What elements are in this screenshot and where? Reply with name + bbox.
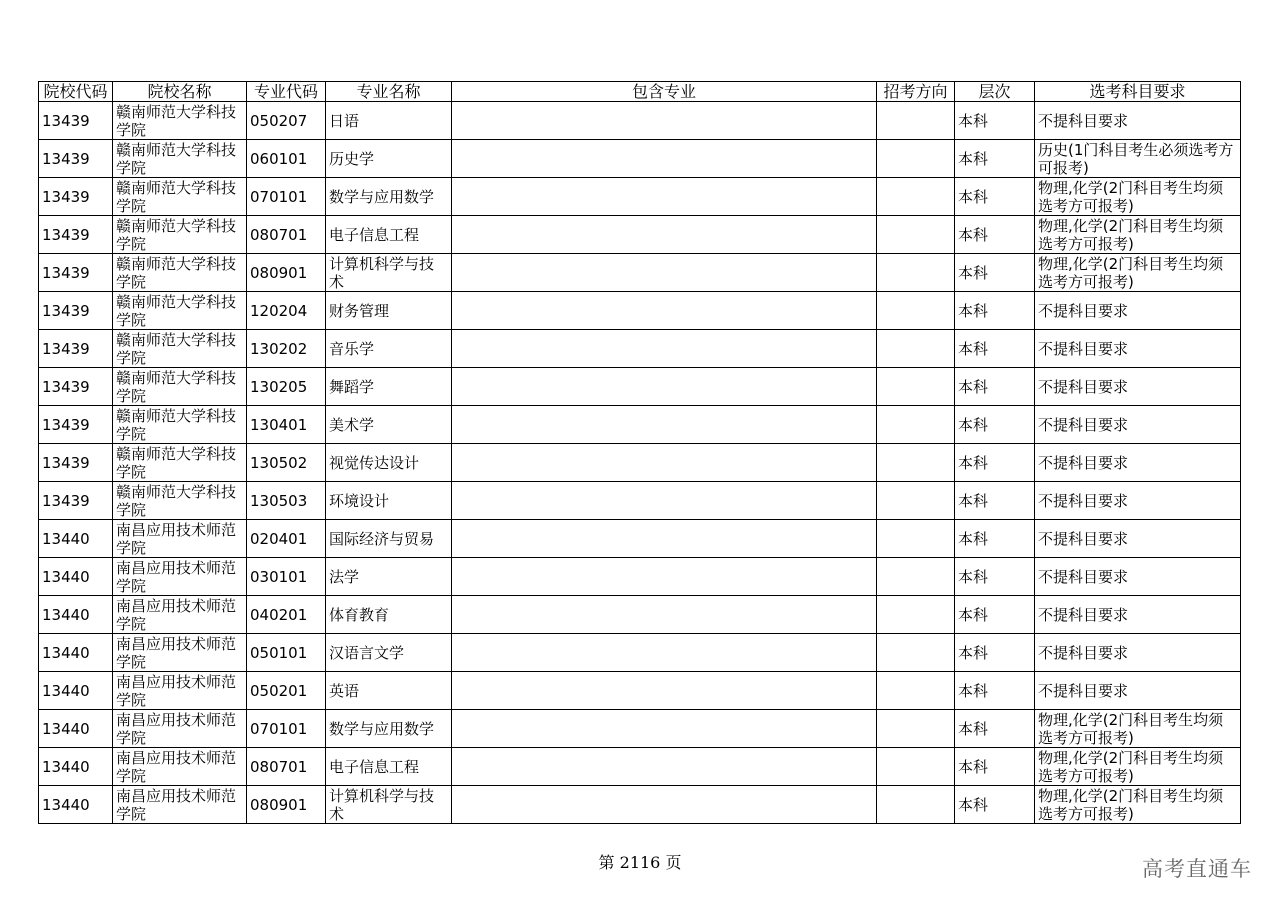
cell-major-code: 130503 (247, 482, 326, 520)
cell-direction (877, 710, 955, 748)
cell-subject-requirement: 不提科目要求 (1035, 406, 1241, 444)
cell-school-name: 赣南师范大学科技学院 (113, 368, 247, 406)
cell-direction (877, 520, 955, 558)
table-row (39, 292, 1241, 330)
cell-major-name: 体育教育 (326, 596, 452, 634)
cell-major-name: 环境设计 (326, 482, 452, 520)
cell-included-majors (452, 330, 877, 368)
cell-level: 本科 (955, 368, 1035, 406)
cell-school-name: 南昌应用技术师范学院 (113, 748, 247, 786)
cell-school-code: 13440 (39, 558, 113, 596)
cell-direction (877, 634, 955, 672)
cell-level: 本科 (955, 748, 1035, 786)
cell-included-majors (452, 482, 877, 520)
cell-subject-requirement: 物理,化学(2门科目考生均须选考方可报考) (1035, 786, 1241, 824)
cell-direction (877, 596, 955, 634)
cell-school-code: 13439 (39, 330, 113, 368)
col-header-school-code: 院校代码 (39, 82, 113, 102)
cell-major-code: 080901 (247, 254, 326, 292)
col-header-major-code: 专业代码 (247, 82, 326, 102)
cell-direction (877, 102, 955, 140)
cell-major-name: 美术学 (326, 406, 452, 444)
cell-major-name: 音乐学 (326, 330, 452, 368)
cell-subject-requirement: 不提科目要求 (1035, 634, 1241, 672)
cell-subject-requirement: 不提科目要求 (1035, 102, 1241, 140)
cell-school-name: 南昌应用技术师范学院 (113, 520, 247, 558)
cell-school-code: 13439 (39, 216, 113, 254)
cell-subject-requirement: 物理,化学(2门科目考生均须选考方可报考) (1035, 710, 1241, 748)
cell-major-name: 法学 (326, 558, 452, 596)
table-row (39, 596, 1241, 634)
table-row (39, 330, 1241, 368)
cell-school-code: 13439 (39, 178, 113, 216)
cell-school-name: 赣南师范大学科技学院 (113, 178, 247, 216)
cell-school-name: 南昌应用技术师范学院 (113, 672, 247, 710)
table-row (39, 444, 1241, 482)
cell-school-code: 13440 (39, 596, 113, 634)
table-body (39, 102, 1241, 824)
cell-level: 本科 (955, 330, 1035, 368)
cell-school-code: 13439 (39, 140, 113, 178)
cell-major-code: 070101 (247, 710, 326, 748)
cell-major-name: 数学与应用数学 (326, 710, 452, 748)
table-row (39, 672, 1241, 710)
cell-major-code: 080701 (247, 216, 326, 254)
cell-level: 本科 (955, 406, 1035, 444)
cell-subject-requirement: 物理,化学(2门科目考生均须选考方可报考) (1035, 254, 1241, 292)
cell-direction (877, 368, 955, 406)
table-row (39, 482, 1241, 520)
cell-school-name: 赣南师范大学科技学院 (113, 254, 247, 292)
cell-subject-requirement: 不提科目要求 (1035, 330, 1241, 368)
cell-major-code: 130205 (247, 368, 326, 406)
cell-major-name: 电子信息工程 (326, 748, 452, 786)
cell-included-majors (452, 216, 877, 254)
cell-major-code: 050201 (247, 672, 326, 710)
cell-major-code: 130502 (247, 444, 326, 482)
cell-direction (877, 406, 955, 444)
cell-subject-requirement: 不提科目要求 (1035, 672, 1241, 710)
cell-school-code: 13439 (39, 444, 113, 482)
cell-subject-requirement: 不提科目要求 (1035, 482, 1241, 520)
table-row (39, 748, 1241, 786)
cell-school-name: 赣南师范大学科技学院 (113, 482, 247, 520)
cell-direction (877, 140, 955, 178)
table-row (39, 786, 1241, 824)
cell-level: 本科 (955, 786, 1035, 824)
cell-direction (877, 672, 955, 710)
cell-level: 本科 (955, 444, 1035, 482)
admission-table (38, 81, 1241, 824)
cell-major-name: 国际经济与贸易 (326, 520, 452, 558)
cell-school-name: 赣南师范大学科技学院 (113, 292, 247, 330)
cell-included-majors (452, 102, 877, 140)
cell-included-majors (452, 672, 877, 710)
cell-subject-requirement: 不提科目要求 (1035, 368, 1241, 406)
table-row (39, 406, 1241, 444)
col-header-level: 层次 (955, 82, 1035, 102)
cell-major-code: 030101 (247, 558, 326, 596)
cell-major-name: 电子信息工程 (326, 216, 452, 254)
cell-major-name: 数学与应用数学 (326, 178, 452, 216)
cell-major-name: 视觉传达设计 (326, 444, 452, 482)
cell-major-name: 英语 (326, 672, 452, 710)
cell-subject-requirement: 历史(1门科目考生必须选考方可报考) (1035, 140, 1241, 178)
cell-included-majors (452, 786, 877, 824)
cell-subject-requirement: 不提科目要求 (1035, 444, 1241, 482)
cell-direction (877, 482, 955, 520)
cell-direction (877, 748, 955, 786)
cell-included-majors (452, 558, 877, 596)
col-header-included-majors: 包含专业 (452, 82, 877, 102)
cell-level: 本科 (955, 596, 1035, 634)
cell-school-code: 13439 (39, 482, 113, 520)
cell-major-name: 日语 (326, 102, 452, 140)
cell-school-code: 13440 (39, 748, 113, 786)
cell-included-majors (452, 444, 877, 482)
cell-direction (877, 292, 955, 330)
cell-level: 本科 (955, 558, 1035, 596)
cell-major-code: 070101 (247, 178, 326, 216)
cell-level: 本科 (955, 520, 1035, 558)
cell-included-majors (452, 368, 877, 406)
table-row (39, 634, 1241, 672)
cell-direction (877, 178, 955, 216)
cell-school-name: 赣南师范大学科技学院 (113, 140, 247, 178)
cell-included-majors (452, 520, 877, 558)
cell-included-majors (452, 140, 877, 178)
cell-school-name: 赣南师范大学科技学院 (113, 330, 247, 368)
cell-major-code: 080901 (247, 786, 326, 824)
cell-subject-requirement: 物理,化学(2门科目考生均须选考方可报考) (1035, 216, 1241, 254)
cell-included-majors (452, 710, 877, 748)
cell-school-code: 13440 (39, 710, 113, 748)
cell-direction (877, 786, 955, 824)
cell-level: 本科 (955, 634, 1035, 672)
cell-major-code: 040201 (247, 596, 326, 634)
cell-major-code: 060101 (247, 140, 326, 178)
cell-included-majors (452, 292, 877, 330)
table-row (39, 102, 1241, 140)
col-header-school-name: 院校名称 (113, 82, 247, 102)
cell-level: 本科 (955, 672, 1035, 710)
cell-school-name: 赣南师范大学科技学院 (113, 102, 247, 140)
cell-level: 本科 (955, 102, 1035, 140)
cell-major-code: 020401 (247, 520, 326, 558)
cell-level: 本科 (955, 482, 1035, 520)
page-number: 第 2116 页 (598, 853, 682, 872)
cell-included-majors (452, 178, 877, 216)
table-row (39, 710, 1241, 748)
cell-major-name: 计算机科学与技术 (326, 254, 452, 292)
table-row (39, 520, 1241, 558)
cell-school-code: 13439 (39, 102, 113, 140)
cell-school-name: 南昌应用技术师范学院 (113, 558, 247, 596)
header-row (39, 82, 1241, 102)
cell-school-code: 13439 (39, 406, 113, 444)
cell-level: 本科 (955, 254, 1035, 292)
cell-school-name: 赣南师范大学科技学院 (113, 444, 247, 482)
table-row (39, 368, 1241, 406)
table-row (39, 254, 1241, 292)
cell-school-code: 13439 (39, 368, 113, 406)
cell-school-name: 南昌应用技术师范学院 (113, 596, 247, 634)
cell-included-majors (452, 596, 877, 634)
cell-level: 本科 (955, 140, 1035, 178)
cell-major-name: 历史学 (326, 140, 452, 178)
cell-school-code: 13440 (39, 520, 113, 558)
cell-subject-requirement: 物理,化学(2门科目考生均须选考方可报考) (1035, 178, 1241, 216)
cell-school-name: 赣南师范大学科技学院 (113, 216, 247, 254)
cell-included-majors (452, 406, 877, 444)
cell-included-majors (452, 634, 877, 672)
cell-major-name: 计算机科学与技术 (326, 786, 452, 824)
cell-school-code: 13439 (39, 254, 113, 292)
cell-direction (877, 254, 955, 292)
cell-subject-requirement: 不提科目要求 (1035, 292, 1241, 330)
cell-level: 本科 (955, 216, 1035, 254)
cell-school-code: 13440 (39, 634, 113, 672)
col-header-direction: 招考方向 (877, 82, 955, 102)
cell-school-name: 南昌应用技术师范学院 (113, 710, 247, 748)
cell-included-majors (452, 254, 877, 292)
cell-subject-requirement: 物理,化学(2门科目考生均须选考方可报考) (1035, 748, 1241, 786)
cell-major-name: 舞蹈学 (326, 368, 452, 406)
cell-subject-requirement: 不提科目要求 (1035, 596, 1241, 634)
cell-subject-requirement: 不提科目要求 (1035, 520, 1241, 558)
cell-level: 本科 (955, 178, 1035, 216)
cell-school-code: 13440 (39, 786, 113, 824)
table-row (39, 140, 1241, 178)
col-header-subject-requirement: 选考科目要求 (1035, 82, 1241, 102)
cell-school-name: 赣南师范大学科技学院 (113, 406, 247, 444)
cell-school-code: 13439 (39, 292, 113, 330)
table-row (39, 216, 1241, 254)
table-row (39, 178, 1241, 216)
cell-level: 本科 (955, 292, 1035, 330)
cell-direction (877, 330, 955, 368)
cell-school-name: 南昌应用技术师范学院 (113, 634, 247, 672)
cell-major-code: 130202 (247, 330, 326, 368)
cell-major-code: 080701 (247, 748, 326, 786)
cell-major-name: 汉语言文学 (326, 634, 452, 672)
cell-direction (877, 216, 955, 254)
cell-major-name: 财务管理 (326, 292, 452, 330)
watermark: 高考直通车 (1142, 857, 1252, 881)
cell-subject-requirement: 不提科目要求 (1035, 558, 1241, 596)
cell-major-code: 120204 (247, 292, 326, 330)
cell-included-majors (452, 748, 877, 786)
cell-major-code: 130401 (247, 406, 326, 444)
cell-major-code: 050207 (247, 102, 326, 140)
cell-level: 本科 (955, 710, 1035, 748)
cell-school-code: 13440 (39, 672, 113, 710)
cell-direction (877, 444, 955, 482)
cell-direction (877, 558, 955, 596)
cell-school-name: 南昌应用技术师范学院 (113, 786, 247, 824)
cell-major-code: 050101 (247, 634, 326, 672)
table-row (39, 558, 1241, 596)
col-header-major-name: 专业名称 (326, 82, 452, 102)
